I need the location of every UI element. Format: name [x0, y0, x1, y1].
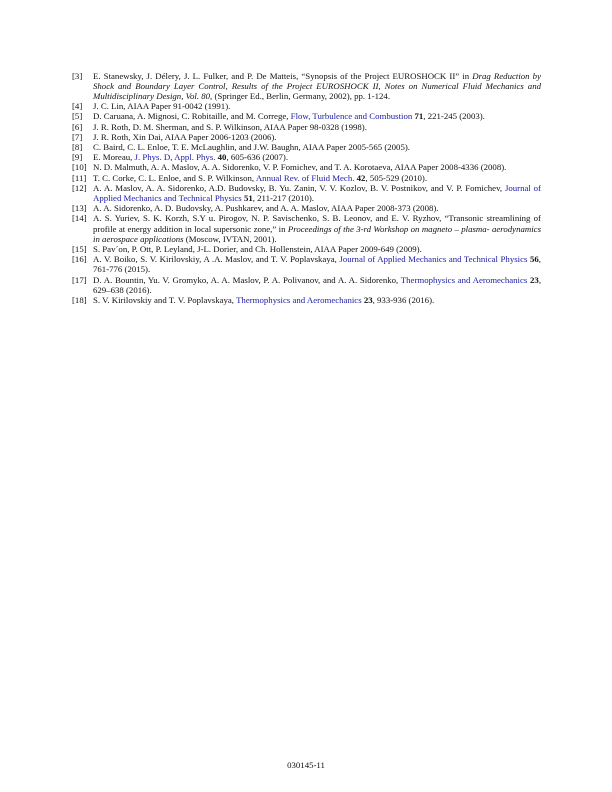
volume-number: 23 — [363, 294, 373, 305]
reference-entry — [72, 275, 541, 295]
reference-entry — [72, 244, 541, 254]
reference-segment: A. A. Sidorenko, A. D. Budovsky, A. Pushkarev, and A. A. Maslov, AIAA Paper 2008-373 (2008). — [93, 203, 439, 214]
reference-text — [93, 295, 541, 305]
reference-segment: A. A. Maslov, A. A. Sidorenko, A.D. Budovsky, B. Yu. Zanin, V. V. Kozlov, B. V. Postnikov, and V. P. Fomichev, — [93, 182, 505, 193]
reference-segment: (Moscow, IVTAN, 2001). — [183, 233, 277, 244]
reference-number: [10] — [72, 162, 87, 173]
reference-entry — [72, 122, 541, 132]
reference-entry — [72, 101, 541, 111]
reference-text — [93, 244, 541, 254]
reference-segment: E. Moreau, — [93, 152, 135, 163]
reference-segment: A. S. Yuriev, S. K. Korzh, S.Y u. Pirogov, N. P. Savischenko, S. B. Leonov, and E. V. Ryzhov, “Transonic streamlining of profile at energy addition in local supersonic zone,” in — [93, 213, 541, 234]
volume-number: 40 — [217, 152, 227, 163]
reference-segment: , 505-529 (2010). — [365, 172, 428, 183]
page-footer: 030145-11 — [287, 760, 325, 770]
reference-segment: T. C. Corke, C. L. Enloe, and S. P. Wilkinson, — [93, 172, 256, 183]
volume-number: 42 — [356, 172, 366, 183]
journal-link[interactable]: Journal of Applied Mechanics and Technical Physics — [93, 182, 541, 203]
reference-entry — [72, 142, 541, 152]
reference-segment: N. D. Malmuth, A. A. Maslov, A. A. Sidorenko, V. P. Fomichev, and T. A. Korotaeva, AIAA Paper 2008-4336 (2008). — [93, 162, 507, 173]
journal-link[interactable]: Annual Rev. of Fluid Mech. — [255, 172, 355, 183]
journal-link[interactable]: Appl. Phys. — [174, 152, 216, 163]
reference-segment: J. R. Roth, D. M. Sherman, and S. P. Wilkinson, AIAA Paper 98-0328 (1998). — [93, 121, 367, 132]
reference-number: [6] — [72, 121, 83, 132]
reference-entry — [72, 132, 541, 142]
italic-title: Proceedings of the 3-rd Workshop on magneto – plasma- aerodynamics in aerospace applications — [93, 223, 542, 244]
reference-text — [93, 275, 541, 295]
reference-segment: , (Springer Ed., Berlin, Germany, 2002), pp. 1-124. — [210, 90, 391, 101]
reference-segment: C. Baird, C. L. Enloe, T. E. McLaughlin, and J.W. Baughn, AIAA Paper 2005-565 (2005). — [93, 141, 410, 152]
reference-segment: , 933-936 (2016). — [372, 294, 435, 305]
reference-segment: , 221-245 (2003). — [423, 111, 485, 122]
reference-number: [5] — [72, 111, 83, 122]
reference-segment: E. Stanewsky, J. Délery, J. L. Fulker, and P. De Matteis, “Synopsis of the Project EUROSHOCK II” in — [93, 70, 473, 81]
italic-title: Drag Reduction by Shock and Boundary Layer Control, Results of the Project EUROSHOCK II, Notes on Numerical Fluid Mechanics and Multidisciplinary Design, Vol. 80 — [93, 70, 541, 101]
reference-segment: D. Caruana, A. Mignosi, C. Robitaille, and M. Correge, — [93, 111, 291, 122]
reference-text — [93, 183, 541, 203]
reference-segment: , 211-217 (2010). — [252, 192, 314, 203]
reference-text — [93, 162, 541, 172]
reference-number: [11] — [72, 172, 87, 183]
volume-number: 51 — [243, 192, 253, 203]
reference-entry — [72, 71, 541, 102]
reference-number: [7] — [72, 131, 83, 142]
reference-text — [93, 173, 541, 183]
reference-text — [93, 142, 541, 152]
reference-text — [93, 132, 541, 142]
reference-number: [9] — [72, 152, 83, 163]
reference-segment: J. R. Roth, Xin Dai, AIAA Paper 2006-1203 (2006). — [93, 131, 277, 142]
reference-entry — [72, 152, 541, 162]
reference-segment: , 605-636 (2007). — [226, 152, 289, 163]
reference-entry — [72, 111, 541, 121]
reference-number: [15] — [72, 243, 87, 254]
reference-text — [93, 152, 541, 162]
reference-entry — [72, 183, 541, 203]
reference-text — [93, 213, 541, 244]
reference-number: [16] — [72, 254, 87, 265]
reference-entry — [72, 173, 541, 183]
reference-entry — [72, 254, 541, 274]
reference-number: [3] — [72, 70, 83, 81]
reference-entry — [72, 295, 541, 305]
reference-text — [93, 254, 541, 274]
reference-segment: , 629–638 (2016). — [93, 274, 542, 295]
journal-link[interactable]: Journal of Applied Mechanics and Technical Physics — [339, 254, 528, 265]
volume-number: 71 — [414, 111, 424, 122]
journal-link[interactable]: Thermophysics and Aeromechanics — [236, 294, 362, 305]
reference-entry — [72, 213, 541, 244]
reference-segment: S. V. Kirilovskiy and T. V. Poplavskaya, — [93, 294, 237, 305]
journal-link[interactable]: J. Phys. D — [134, 152, 171, 163]
reference-number: [17] — [72, 274, 87, 285]
reference-segment: J. C. Lin, AIAA Paper 91-0042 (1991). — [93, 101, 231, 112]
journal-link[interactable]: Thermophysics and Aeromechanics — [400, 274, 528, 285]
reference-entry — [72, 203, 541, 213]
reference-text — [93, 101, 541, 111]
journal-link[interactable]: Flow, Turbulence and Combustion — [290, 111, 413, 122]
reference-segment: S. Pav´on, P. Ott, P. Leyland, J-L. Dorier, and Ch. Hollenstein, AIAA Paper 2009-649 (2009). — [93, 243, 422, 254]
reference-number: [12] — [72, 182, 87, 193]
volume-number: 56 — [530, 254, 539, 265]
volume-number: 23 — [530, 274, 539, 285]
reference-list — [72, 71, 541, 306]
reference-segment: , 761-776 (2015). — [93, 254, 541, 275]
reference-segment: , — [170, 152, 175, 163]
reference-text — [93, 122, 541, 132]
reference-text — [93, 203, 541, 213]
reference-segment: D. A. Bountin, Yu. V. Gromyko, A. A. Maslov, P. A. Polivanov, and A. A. Sidorenko, — [93, 274, 401, 285]
reference-text — [93, 71, 541, 102]
reference-number: [4] — [72, 101, 83, 112]
reference-number: [14] — [72, 213, 87, 224]
reference-segment: A. V. Boiko, S. V. Kirilovskiy, A .A. Maslov, and T. V. Poplavskaya, — [93, 254, 340, 265]
reference-entry — [72, 162, 541, 172]
reference-number: [8] — [72, 141, 83, 152]
reference-number: [18] — [72, 294, 87, 305]
reference-text — [93, 111, 541, 121]
reference-number: [13] — [72, 203, 87, 214]
